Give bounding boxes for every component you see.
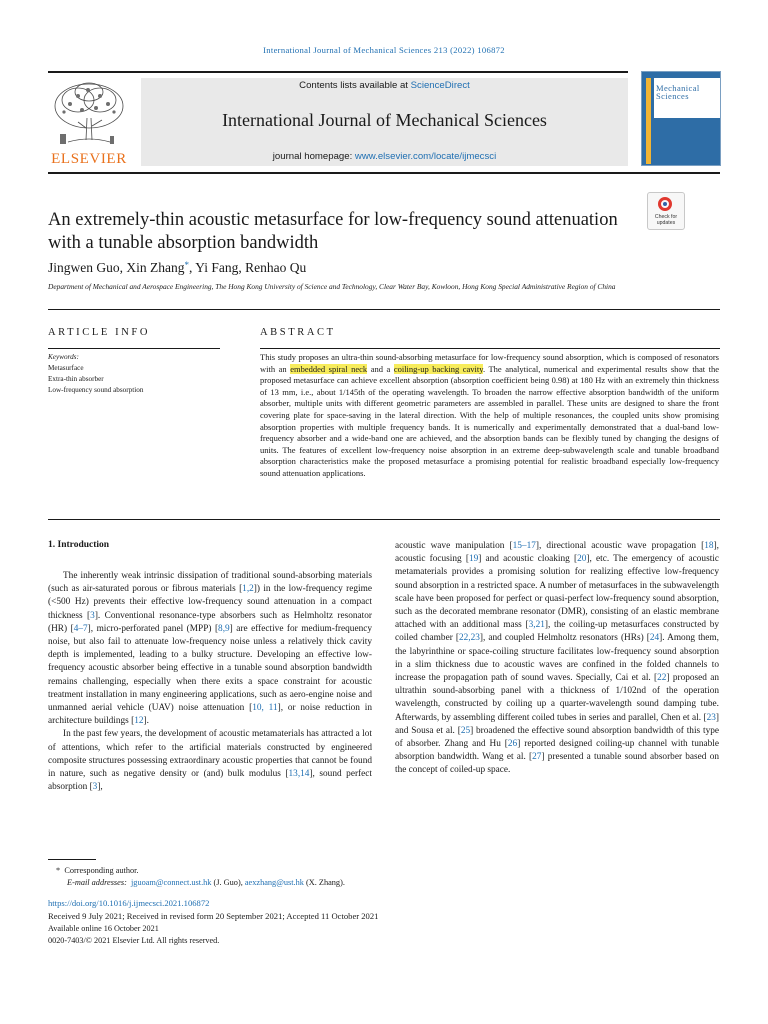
footnote-rule (48, 859, 96, 860)
citation-link[interactable]: 10, 11 (252, 703, 278, 714)
cover-word-2: Sciences (656, 91, 689, 101)
check-for-updates-badge[interactable] (647, 192, 685, 230)
citation-link[interactable]: 22 (657, 673, 667, 684)
body-column-left (48, 570, 372, 794)
authors-part-1: Jingwen Guo, Xin Zhang (48, 260, 185, 275)
citation-link[interactable]: 25 (460, 725, 471, 736)
homepage-link[interactable]: www.elsevier.com/locate/ijmecsci (354, 151, 497, 162)
abstract-part-3: . The analytical, numerical and experimental results show that the proposed metasurface can achieve excellent absorption (absorption coefficient being 0.98) at 180 Hz with an extremely thin thickness of 13 mm, i.e., about 1/145th of the operating wavelength. To broaden the narrow effective absorption bandwidth of the uniform absorber, multiple units with different geometric parameters are assembled in parallel. These units are designed to share the front covering plate for space-saving in the lateral direction. With the help of multiple resonances, the coupled units show promising absorption properties with multiple frequency bands. It is numerically and experimentally demonstrated that a dual-band low-frequency absorber and a wide-band one are achieved, and the absorption bands can be flexibly tuned by changing the designs of units. The features of excellent low-frequency noise absorption in an extreme deep-subwavelength scale and tunable broadband absorption characteristics make the proposed metasurface a promising potential for realistic broadband especially low-frequency sound attenuation applications. (260, 363, 720, 478)
email-link-guo[interactable]: jguoam@connect.ust.hk (131, 878, 212, 887)
author-list (48, 260, 306, 276)
intro-paragraph-2: In the past few years, the development of acoustic metamaterials has attracted a lot of attentions, which refer to the artificial materials constructed by engineered composite structures possessing extraordinary acoustic properties that cannot be found in nature, such as negative density or (and) bulk modulus [13,14], sound perfect absorption [3], (48, 729, 372, 793)
highlight-spiral-neck: embedded spiral neck (290, 363, 368, 374)
elsevier-logo[interactable] (48, 78, 130, 168)
author-affiliation: Department of Mechanical and Aerospace Engineering, The Hong Kong University of Science and Technology, Clear Water Bay, Kowloon, Hong Kong Special Administrative Region of China (48, 282, 616, 291)
email-owner-zhang: (X. Zhang). (303, 878, 345, 887)
highlight-backing-cavity: coiling-up backing cavity (393, 363, 483, 374)
citation-link[interactable]: 1,2 (242, 584, 254, 595)
intro-paragraph-1: The inherently weak intrinsic dissipation of traditional sound-absorbing materials (such as air-saturated porous or fibrous materials [1,2]) in the low-frequency regime (<500 Hz) prevents their effective low-frequency sound attenuation in a compact thickness [3]. Conventional resonance-type absorbers such as Helmholtz resonator (HR) [4–7], micro-perforated panel (MPP) [8,9] are effective for medium-frequency noise, but also fail to attenuate low-frequency noise unless a relatively thick cavity depth is implemented, leading to a bulky structure. Developing an effective low-frequency acoustic absorber being effective in a tunable sound absorption bandwidth remains challenging, especially when there exits a space constraint for acoustic treatment installation in many engineering applications, such as aero-engine noise and unmanned aerial vehicle (UAV) noise attenuation [10, 11], or noise reduction in architecture buildings [12]. (48, 571, 372, 727)
intro-paragraph-2-continued: acoustic wave manipulation [15–17], directional acoustic wave propagation [18], acoustic focusing [19] and acoustic cloaking [20], etc. The emergency of acoustic metamaterials provides a promising solution for realizing effective low-frequency sound absorption in a restricted space. A number of metasurfaces in the subwavelength scale have been proposed for perfect or quasi-perfect low-frequency sound absorption, such as the decorated membrane resonator (DMR), consisting of an elastic membrane attached with an additional mass [3,21], the coiling-up metasurfaces constructed by coiled chamber [22,23], and coupled Helmholtz resonators (HRs) [24]. Among them, the labyrinthine or space-coiling structure facilitates low-frequency sound absorption in a slim thickness due to acoustic waves are confined in the folded channels to increase the propagation path of sound waves. Specially, Cai et al. [22] proposed an ultrathin sound-absorbing panel with a thickness of 1/102nd of the operation wavelength, constructed by coiling up a quarter-wavelength sound damping tube. Afterwards, by assembling different coiled tubes in series and parallel, Chen et al. [23] and Sousa et al. [25] broadened the effective sound absorption bandwidth of this type of absorber. Zhang and Hu [26] reported designed coiling-up channel with tunable absorption bandwidth. Wang et al. [27] presented a tunable sound absorber based on the concept of coiled-up space. (395, 541, 719, 776)
keyword-item: Low-frequency sound absorption (48, 386, 144, 394)
abstract-part-2: and a (367, 363, 394, 374)
citation-link[interactable]: 3 (92, 782, 98, 793)
sciencedirect-link[interactable]: ScienceDirect (410, 80, 470, 91)
citation-link[interactable]: 18 (704, 541, 714, 551)
body-column-right (395, 540, 719, 778)
citation-link[interactable]: 4–7 (73, 623, 88, 634)
citation-link[interactable]: 3,21 (528, 620, 545, 631)
citation-link[interactable]: 27 (532, 752, 542, 763)
article-info-rule (48, 348, 220, 349)
keyword-item: Metasurface (48, 364, 84, 372)
citation-link[interactable]: 13,14 (288, 769, 310, 780)
citation-link[interactable]: 15–17 (512, 541, 536, 551)
citation-link[interactable]: 8,9 (218, 623, 230, 634)
email-footnote (67, 878, 345, 887)
keywords-label: Keywords: (48, 353, 79, 361)
citation-link[interactable]: 20 (577, 554, 587, 565)
journal-cover-thumbnail[interactable] (641, 71, 721, 166)
cover-stripe (646, 78, 651, 164)
abstract-bottom-rule (48, 519, 720, 520)
title-rule (48, 309, 720, 310)
contents-prefix: Contents lists available at (299, 80, 411, 91)
publisher-logo-text: ELSEVIER (51, 151, 127, 167)
check-for-updates-label: Check for updates (654, 214, 678, 226)
corresponding-text: Corresponding author. (64, 866, 139, 875)
homepage-prefix: journal homepage: (272, 151, 355, 162)
citation-link[interactable]: 22,23 (458, 633, 480, 644)
corresponding-author-mark[interactable]: * (184, 260, 189, 270)
copyright-line: 0020-7403/© 2021 Elsevier Ltd. All rights reserved. (48, 936, 220, 945)
journal-homepage (141, 151, 628, 162)
citation-link[interactable]: 3 (90, 610, 95, 621)
citation-link[interactable]: 26 (507, 739, 518, 750)
cover-text (656, 84, 700, 100)
abstract-part-1: This study proposes an ultra-thin sound-absorbing metasurface for low-frequency sound absorption, which is composed of resonators with an (260, 352, 719, 374)
available-online: Available online 16 October 2021 (48, 924, 159, 933)
authors-part-2: , Yi Fang, Renhao Qu (188, 260, 307, 275)
citation-link[interactable]: 12 (134, 716, 144, 727)
email-label: E-mail addresses: (67, 878, 127, 887)
keyword-item: Extra-thin absorber (48, 375, 104, 383)
article-info-heading: ARTICLE INFO (48, 327, 151, 338)
received-dates: Received 9 July 2021; Received in revised form 20 September 2021; Accepted 11 October 2021 (48, 911, 379, 921)
corresponding-footnote (56, 866, 139, 875)
abstract-heading: ABSTRACT (260, 327, 336, 338)
abstract-text (260, 352, 719, 480)
masthead-top-rule (48, 71, 628, 73)
contents-line (141, 80, 628, 91)
email-link-zhang[interactable]: aexzhang@ust.hk (244, 878, 304, 887)
abstract-rule (260, 348, 720, 349)
paper-title: An extremely-thin acoustic metasurface for low-frequency sound attenuation with a tunable absorption bandwidth (48, 210, 618, 253)
footnote-star: * (56, 866, 61, 875)
citation-link[interactable]: 23 (706, 712, 716, 723)
journal-title: International Journal of Mechanical Sciences (222, 110, 547, 130)
email-owner-guo: (J. Guo), (211, 878, 245, 887)
doi-link[interactable]: https://doi.org/10.1016/j.ijmecsci.2021.106872 (48, 898, 210, 908)
citation-link[interactable]: 19 (468, 554, 479, 565)
journal-citation[interactable]: International Journal of Mechanical Sciences 213 (2022) 106872 (263, 45, 505, 55)
tree-icon (48, 78, 130, 152)
crossmark-icon (658, 197, 672, 211)
citation-link[interactable]: 24 (649, 633, 660, 644)
section-heading: 1. Introduction (48, 540, 110, 550)
cover-word-1: Mechanical (656, 83, 700, 93)
masthead-bottom-rule (48, 172, 720, 174)
